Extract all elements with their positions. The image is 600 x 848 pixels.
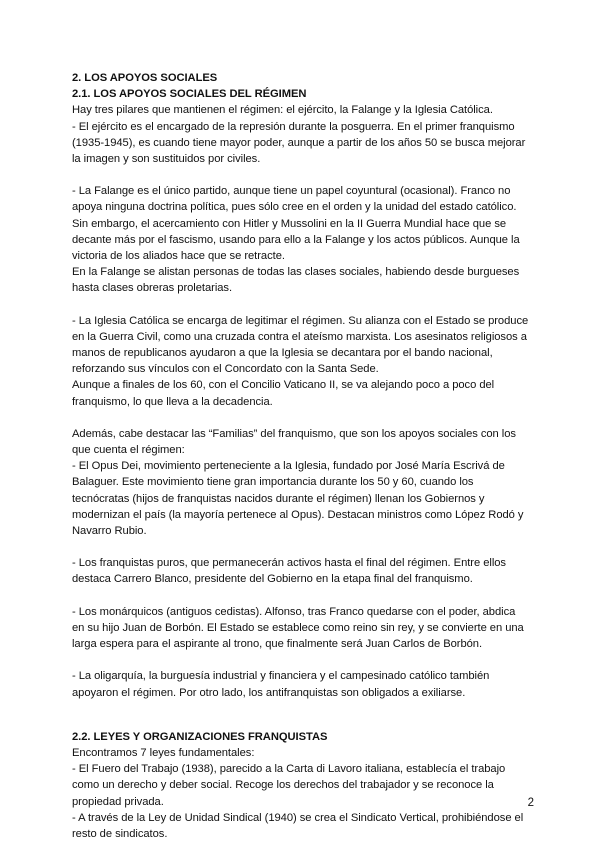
church-paragraph-2: Aunque a finales de los 60, con el Concilio Vaticano II, se va alejando poco a poco del franquismo, lo que lleva a la decadencia. [72,379,495,408]
families-paragraph: Además, cabe destacar las “Familias” del franquismo, que son los apoyos sociales con los que cuenta el régimen: [72,427,516,457]
opus-dei-paragraph: - El Opus Dei, movimiento perteneciente a la Iglesia, fundado por José María Escrivá de Balaguer. Este movimiento tiene gran importancia durante los 50 y 60, cuando los tecnócratas (hijos de franquistas nacidos durante el régimen) llenan los Gobiernos y modernizan el país (la mayoría pertenece al Opus). Destacan ministros como López Rodó y Navarro Rubio. [72,460,524,538]
oligarchy-paragraph: - La oligarquía, la burguesía industrial y financiera y el campesinado católico también apoyaron el régimen. Por otro lado, los antifranquistas son obligados a exiliarse. [72,670,490,699]
intro-paragraph: Hay tres pilares que mantienen el régimen: el ejército, la Falange y la Iglesia Católica. [72,104,493,117]
pure-francoists-paragraph: - Los franquistas puros, que permanecerán activos hasta el final del régimen. Entre ellos destaca Carrero Blanco, presidente del Gobierno en la etapa final del franquismo. [72,557,506,586]
church-paragraph: - La Iglesia Católica se encarga de legitimar el régimen. Su alianza con el Estado se produce en la Guerra Civil, como una cruzada contra el ateísmo marxista. Los asesinatos religiosos a manos de republicanos ayudaron a que la Iglesia se decantara por el bando nacional, reforzando sus vínculos con el Concordato con la Santa Sede. [72,314,529,376]
section-title: 2. LOS APOYOS SOCIALES [72,72,218,84]
page-body [72,70,530,842]
section-2-title: 2.2. LEYES Y ORGANIZACIONES FRANQUISTAS [72,730,328,743]
army-paragraph: - El ejército es el encargado de la represión durante la posguerra. En el primer franquismo (1935-1945), es cuando tiene mayor poder, aunque a partir de los años 50 se busca mejorar la imagen y son sustituidos por civiles. [72,120,526,166]
falange-paragraph-2: En la Falange se alistan personas de todas las clases sociales, habiendo desde burgueses hasta clases obreras proletarias. [72,266,520,295]
monarchists-paragraph: - Los monárquicos (antiguos cedistas). Alfonso, tras Franco quedarse con el poder, abdica en su hijo Juan de Borbón. El Estado se establece como reino sin rey, y se convierte en una larga espera para el aspirante al trono, que finalmente será Juan Carlos de Borbón. [72,605,524,651]
page-number: 2 [527,797,534,809]
unidad-sindical-paragraph: - A través de la Ley de Unidad Sindical (1940) se crea el Sindicato Vertical, prohibiéndose el resto de sindicatos. [72,811,524,840]
laws-intro-paragraph: Encontramos 7 leyes fundamentales: [72,746,255,759]
section-subtitle: 2.1. LOS APOYOS SOCIALES DEL RÉGIMEN [72,88,307,101]
fuero-trabajo-paragraph: - El Fuero del Trabajo (1938), parecido a la Carta di Lavoro italiana, establecía el trabajo como un derecho y deber social. Recoge los derechos del trabajador y se reconoce la propiedad privada. [72,763,506,808]
falange-paragraph: - La Falange es el único partido, aunque tiene un papel coyuntural (ocasional). Franco no apoya ninguna doctrina política, pues sólo cree en el orden y la unidad del estado católico. Sin embargo, el acercamiento con Hitler y Mussolini en la II Guerra Mundial hace que se decante más por el fascismo, usando para ello a la Falange y los actos públicos. Aunque la victoria de los aliados hace que se retracte. [72,185,520,263]
